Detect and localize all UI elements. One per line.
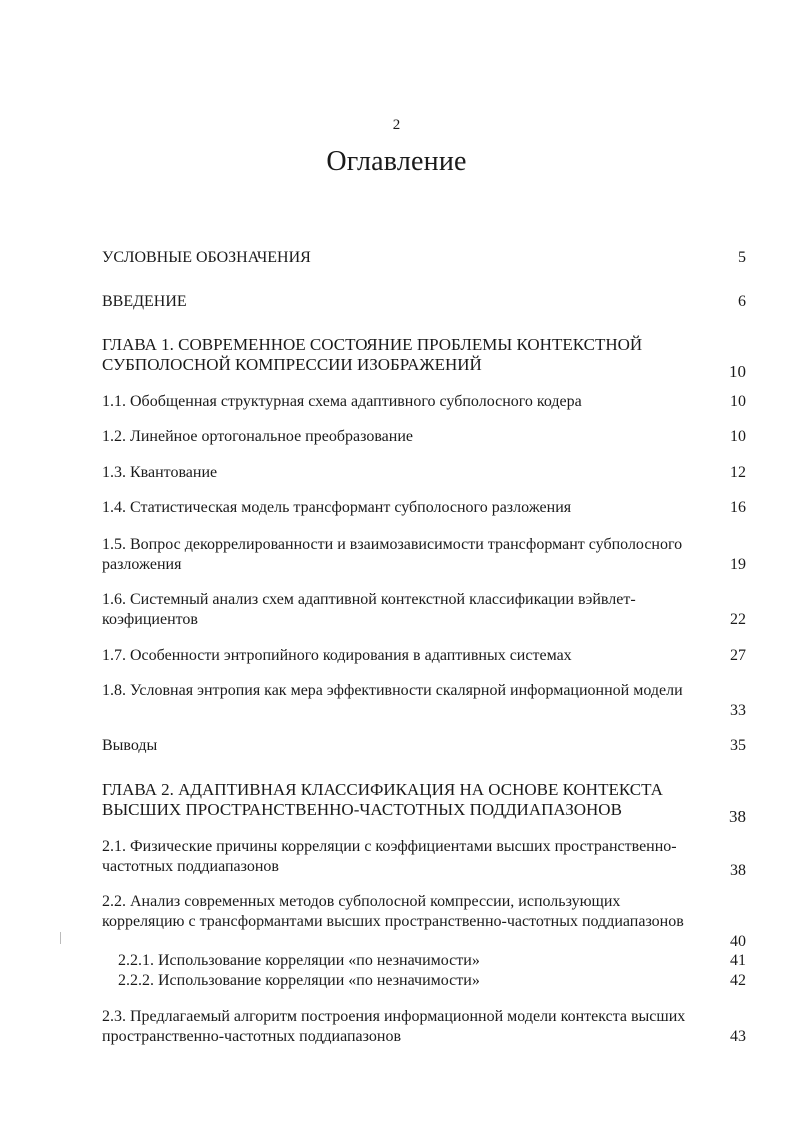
toc-page-number: 38 [730, 862, 746, 879]
toc-entry-title: разложения [102, 556, 182, 573]
toc-entry [102, 736, 746, 756]
toc-page-number: 12 [730, 464, 746, 481]
toc-page-number: 38 [729, 807, 746, 826]
toc-entry-title: 2.2.2. Использование корреляции «по незначимости» [118, 972, 480, 989]
toc-page-number: 27 [730, 647, 746, 664]
toc-page-number: 40 [730, 933, 746, 950]
scan-margin-mark [60, 932, 61, 944]
toc-entry-chapter [102, 780, 746, 826]
toc-entry-title: 1.8. Условная энтропия как мера эффективности скалярной информационной модели [102, 682, 683, 699]
toc-page-number: 16 [730, 499, 746, 516]
toc-entry [102, 498, 746, 518]
toc-entry-title: 1.4. Статистическая модель трансформант субполосного разложения [102, 499, 572, 516]
toc-entry-title: коэфициентов [102, 611, 198, 628]
toc-page-number: 35 [730, 737, 746, 754]
toc-entry [102, 392, 746, 412]
toc-page-number: 10 [729, 362, 746, 381]
toc-entry-title: 2.3. Предлагаемый алгоритм построения информационной модели контекста высших [102, 1008, 686, 1025]
toc-page-number: 6 [738, 293, 746, 310]
toc-entry [102, 892, 746, 952]
toc-entry [102, 837, 746, 877]
toc-entry-title: 1.6. Системный анализ схем адаптивной контекстной классификации вэйвлет- [102, 591, 636, 608]
toc-page-number: 42 [730, 972, 746, 989]
toc-entry [102, 1007, 746, 1047]
toc-page-number: 10 [730, 428, 746, 445]
toc-page-number: 19 [730, 556, 746, 573]
toc-entry-title: СУБПОЛОСНОЙ КОМПРЕССИИ ИЗОБРАЖЕНИЙ [102, 355, 482, 374]
toc-entry-title: 1.5. Вопрос декоррелированности и взаимозависимости трансформант субполосного [102, 536, 683, 553]
toc-page-number: 22 [730, 611, 746, 628]
toc-entry-title: ГЛАВА 1. СОВРЕМЕННОЕ СОСТОЯНИЕ ПРОБЛЕМЫ КОНТЕКСТНОЙ [102, 335, 643, 354]
toc-page-number: 43 [730, 1028, 746, 1045]
toc-entry-title: корреляцию с трансформантами высших пространственно-частотных поддиапазонов [102, 913, 684, 930]
toc-entry-subsection [118, 951, 746, 971]
toc-entry [102, 590, 746, 630]
toc-entry [102, 292, 746, 312]
toc-entry-title: ВЫСШИХ ПРОСТРАНСТВЕННО-ЧАСТОТНЫХ ПОДДИАПАЗОНОВ [102, 800, 622, 819]
toc-entry-chapter [102, 335, 746, 381]
toc-entry [102, 248, 746, 268]
toc-entry-title: пространственно-частотных поддиапазонов [102, 1028, 401, 1045]
toc-entry-title: 1.1. Обобщенная структурная схема адаптивного субполосного кодера [102, 393, 582, 410]
toc-page-number: 33 [730, 702, 746, 719]
toc-entry-title: 1.2. Линейное ортогональное преобразование [102, 428, 413, 445]
page-number: 2 [392, 117, 401, 133]
toc-page-number: 5 [738, 249, 746, 266]
toc-entry [102, 535, 746, 575]
toc-entry-title: 1.7. Особенности энтропийного кодирования в адаптивных системах [102, 647, 572, 664]
toc-entry-title: ГЛАВА 2. АДАПТИВНАЯ КЛАССИФИКАЦИЯ НА ОСНОВЕ КОНТЕКСТА [102, 780, 663, 799]
toc-entry [102, 646, 746, 666]
toc-entry-title: Выводы [102, 737, 158, 754]
toc-entry [102, 681, 746, 721]
toc-entry-title: УСЛОВНЫЕ ОБОЗНАЧЕНИЯ [102, 249, 311, 266]
toc-entry-title: 1.3. Квантование [102, 464, 218, 481]
toc-entry-title: 2.2.1. Использование корреляции «по незначимости» [118, 952, 480, 969]
page-title: Оглавление [326, 146, 467, 177]
toc-page-number: 10 [730, 393, 746, 410]
toc-entry-title: частотных поддиапазонов [102, 858, 279, 875]
toc-entry [102, 427, 746, 447]
toc-page-number: 41 [730, 952, 746, 969]
toc-entry-title: 2.1. Физические причины корреляции с коэффициентами высших пространственно- [102, 838, 677, 855]
toc-entry-title: ВВЕДЕНИЕ [102, 293, 187, 310]
toc-entry-subsection [118, 971, 746, 991]
toc-entry [102, 463, 746, 483]
toc-entry-title: 2.2. Анализ современных методов субполосной компрессии, использующих [102, 893, 621, 910]
